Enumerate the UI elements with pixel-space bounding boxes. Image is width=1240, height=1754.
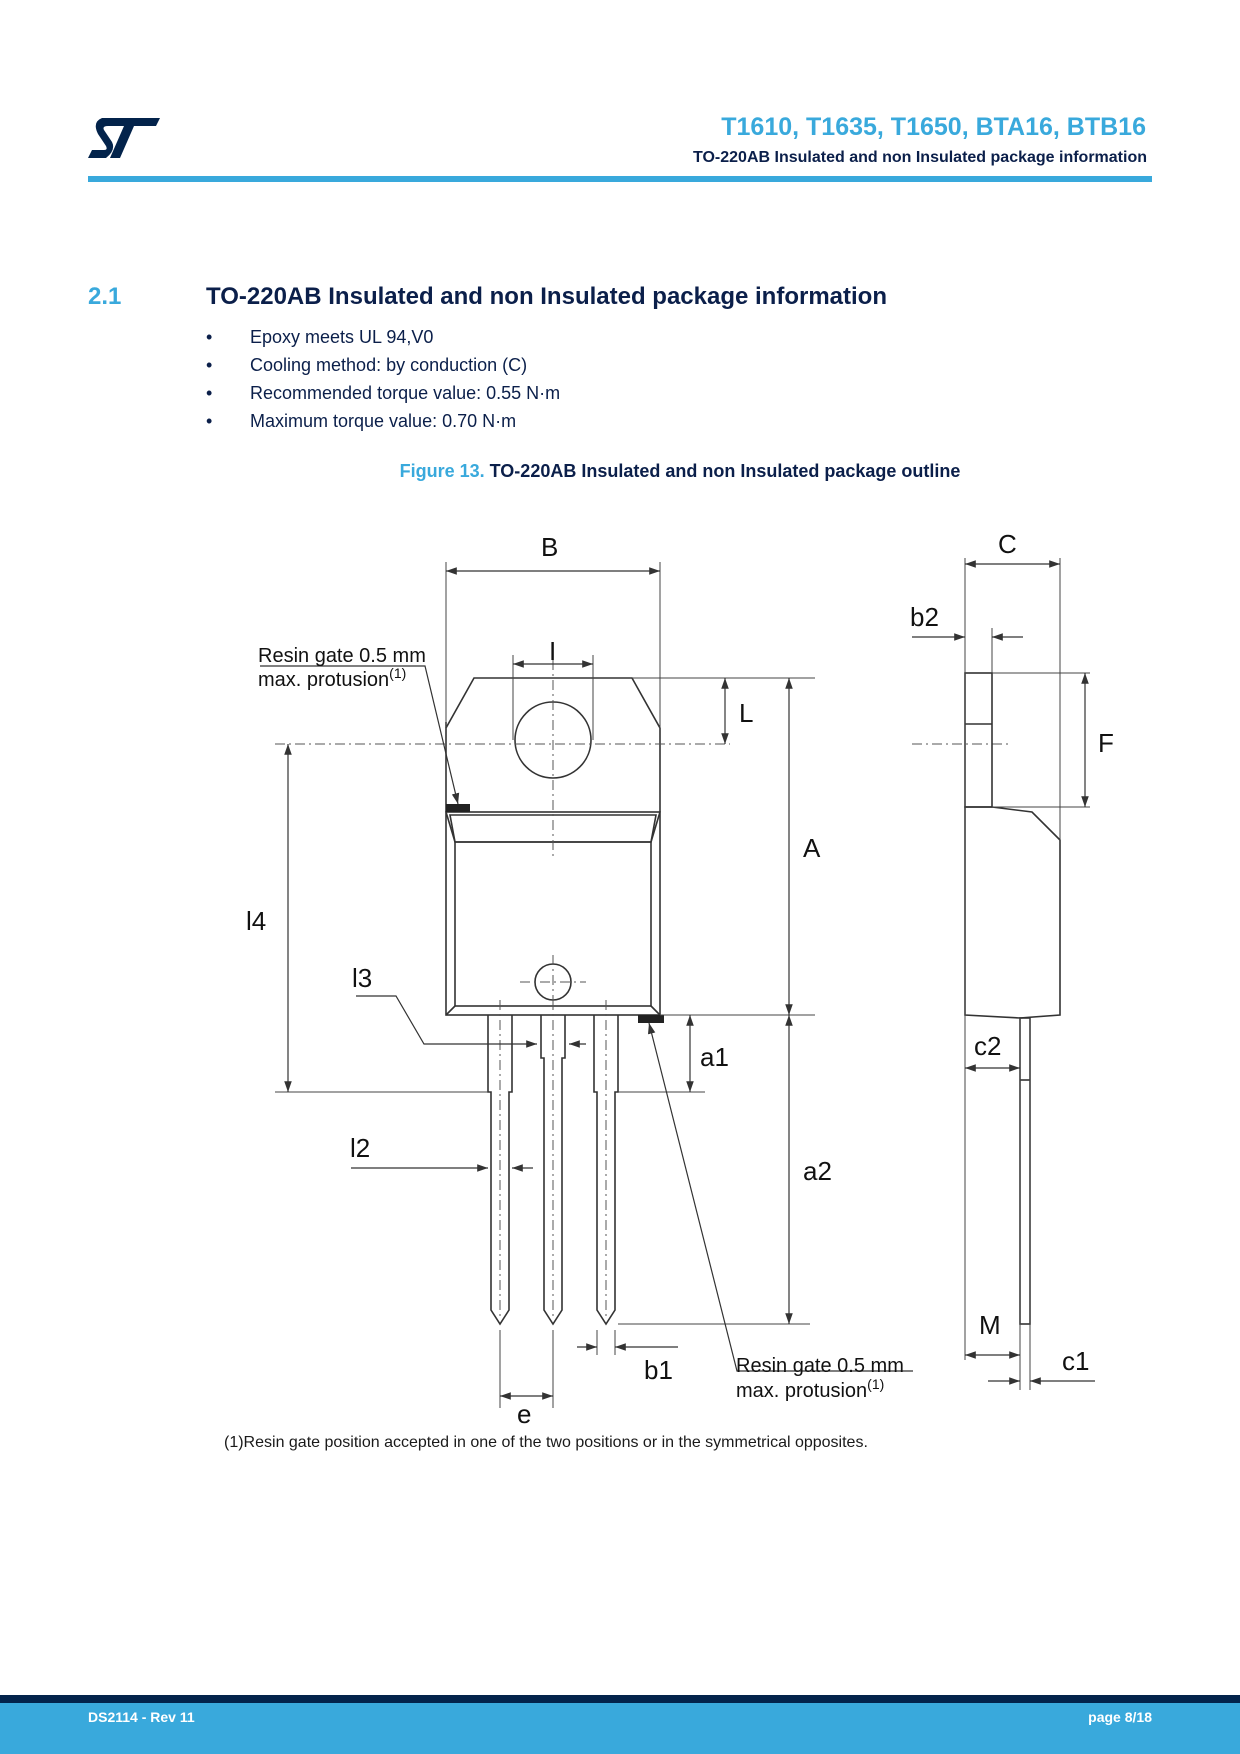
dim-label-l3: l3 (352, 963, 373, 993)
figure-label: Figure 13. (399, 461, 485, 481)
dim-label-A: A (803, 833, 821, 863)
dim-label-e: e (517, 1399, 532, 1429)
section-number: 2.1 (88, 283, 122, 310)
dim-label-B: B (541, 532, 559, 562)
dim-label-l2: l2 (350, 1133, 371, 1163)
dim-label-C: C (998, 529, 1017, 559)
list-item: • Recommended torque value: 0.55 N·m (206, 383, 561, 403)
list-item: • Cooling method: by conduction (C) (206, 355, 528, 375)
dim-label-F: F (1098, 728, 1114, 758)
section-title: TO-220AB Insulated and non Insulated package information (206, 283, 887, 310)
dim-label-b2: b2 (910, 602, 939, 632)
dim-label-L: L (739, 698, 754, 728)
figure-footnote: (1)Resin gate position accepted in one of the two positions or in the symmetrical opposites. (224, 1434, 868, 1451)
side-body (965, 807, 1060, 1018)
document-subtitle: TO-220AB Insulated and non Insulated package information (693, 149, 1147, 166)
dim-label-a2: a2 (803, 1156, 832, 1186)
dim-label-M: M (979, 1310, 1001, 1340)
dim-label-c1: c1 (1062, 1346, 1090, 1376)
footer-page-number: page 8/18 (1088, 1709, 1152, 1725)
figure-title: TO-220AB Insulated and non Insulated package outline (489, 461, 961, 481)
dim-label-c2: c2 (974, 1031, 1002, 1061)
document-title: T1610, T1635, T1650, BTA16, BTB16 (721, 113, 1146, 141)
resin-gate-top-line2: max. protusion$^{(1)}$ (258, 665, 407, 691)
resin-gate-bottom-line2: max. protusion$^{(1)}$ (736, 1376, 885, 1402)
footer-doc-id: DS2114 - Rev 11 (88, 1709, 195, 1725)
leader-resin-bottom (649, 1023, 913, 1371)
side-tab (965, 673, 992, 807)
resin-gate-bottom-line1: Resin gate 0.5 mm (736, 1355, 904, 1377)
resin-gate-marker-bottom (638, 1015, 664, 1023)
side-lead (1020, 1018, 1030, 1324)
list-item: • Epoxy meets UL 94,V0 (206, 327, 434, 347)
dim-label-a1: a1 (700, 1042, 729, 1072)
dim-label-I: I (549, 636, 557, 666)
resin-gate-marker-top (446, 804, 470, 812)
resin-gate-top-line1: Resin gate 0.5 mm (258, 645, 426, 667)
dim-label-l4: l4 (246, 906, 267, 936)
list-item: • Maximum torque value: 0.70 N·m (206, 411, 517, 431)
footer-dark-band (0, 1695, 1240, 1703)
dim-label-b1: b1 (644, 1355, 673, 1385)
